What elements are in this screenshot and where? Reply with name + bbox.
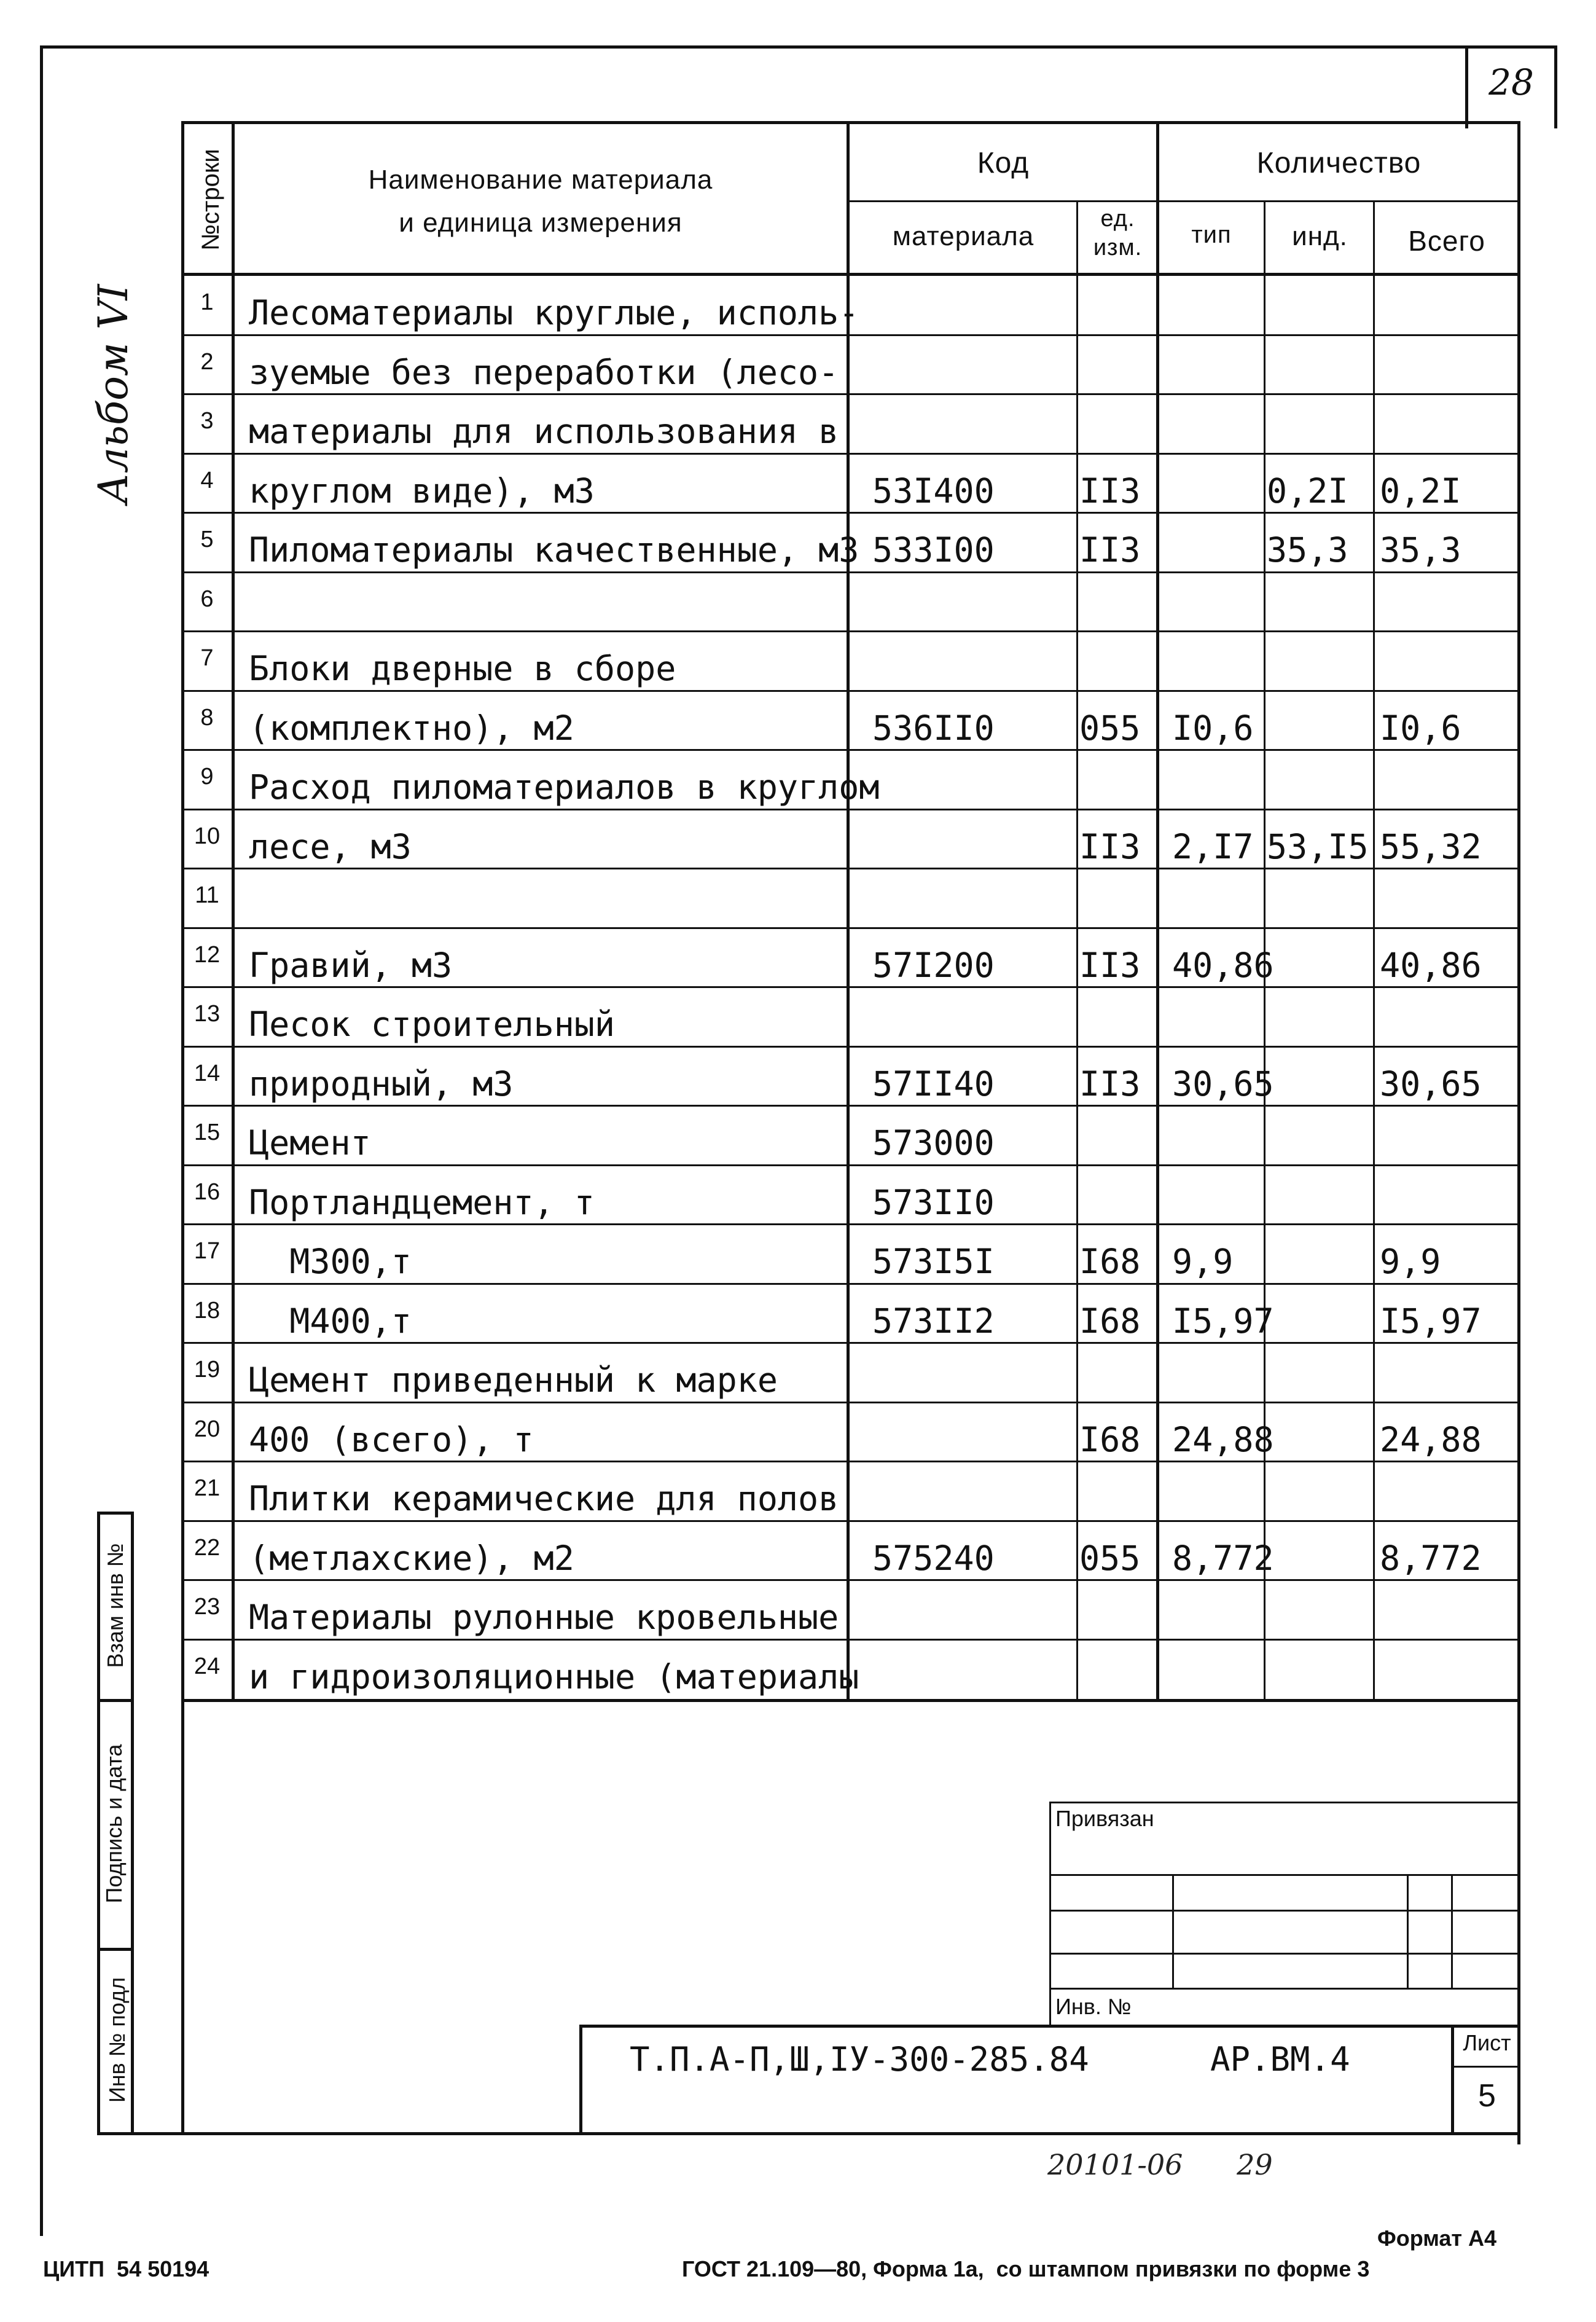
stamp-vline-2 (1407, 1874, 1409, 1988)
side-label-vzam: Взам инв № (103, 1543, 128, 1668)
row-name: материалы для использования в (249, 412, 839, 451)
cell-type: 40,86 (1172, 945, 1274, 985)
row-name: Гравий, м3 (249, 945, 453, 985)
cell-total: 24,88 (1380, 1419, 1482, 1459)
row-number: 2 (200, 348, 214, 375)
row-name: Пиломатериалы качественные, м3 (249, 530, 859, 570)
cell-unit: 055 (1079, 708, 1141, 748)
row-separator (181, 512, 1520, 514)
row-separator (181, 809, 1520, 810)
row-separator (181, 1283, 1520, 1285)
row-separator (181, 868, 1520, 869)
stamp-sheet-label: Лист (1463, 2030, 1511, 2055)
row-separator (181, 986, 1520, 988)
row-separator (181, 1164, 1520, 1166)
header-total: Всего (1408, 225, 1485, 257)
col-line-num (232, 121, 235, 1700)
cell-unit: 055 (1079, 1538, 1141, 1578)
table-top (181, 121, 1520, 124)
row-name: Портландцемент, т (249, 1182, 595, 1222)
header-unit-2: изм. (1093, 235, 1143, 261)
row-number: 11 (195, 882, 219, 908)
row-name: лесе, м3 (249, 826, 412, 866)
stamp-privyazan-top (1049, 1802, 1520, 1803)
cell-ind: 35,3 (1267, 530, 1348, 570)
row-number: 15 (194, 1120, 221, 1145)
stamp-line-4 (1049, 1988, 1520, 1990)
row-name: (метлахские), м2 (249, 1538, 574, 1578)
header-name-1: Наименование материала (368, 165, 713, 195)
stamp-doc-code: Т.П.А-П,Ш,IУ-300-285.84 (630, 2040, 1089, 2079)
row-separator (181, 749, 1520, 751)
frame-left (40, 45, 43, 2236)
header-code: Код (977, 147, 1030, 179)
cell-unit: II3 (1079, 530, 1141, 570)
cell-type: 2,I7 (1172, 826, 1254, 866)
footer-left: ЦИТП 54 50194 (43, 2256, 209, 2281)
row-number: 12 (194, 941, 221, 968)
cell-unit: II3 (1079, 471, 1141, 511)
row-number: 20 (194, 1416, 221, 1442)
cell-total: 55,32 (1380, 826, 1482, 866)
stamp-sheet-left (1451, 2025, 1454, 2135)
col-line-ind (1373, 200, 1375, 1700)
row-number: 17 (194, 1238, 221, 1264)
stamp-sheet-mid (1451, 2066, 1520, 2068)
cell-ind: 53,I5 (1267, 826, 1369, 866)
row-name: Материалы рулонные кровельные (249, 1598, 839, 1637)
header-row-no: №строки (197, 149, 224, 251)
cell-unit: II3 (1079, 1064, 1141, 1104)
row-name: природный, м3 (249, 1064, 514, 1104)
col-line-qty (1156, 121, 1159, 1700)
col-line-unit (1076, 200, 1078, 1700)
row-separator (181, 1223, 1520, 1225)
row-name: М400,т (249, 1301, 412, 1341)
cell-total: 30,65 (1380, 1064, 1482, 1104)
header-mid-line (847, 200, 1520, 202)
row-separator (181, 1402, 1520, 1403)
table-bottom (181, 1699, 1520, 1702)
row-name: и гидроизоляционные (материалы (249, 1657, 859, 1696)
cell-type: 8,772 (1172, 1538, 1274, 1578)
cell-total: 35,3 (1380, 530, 1461, 570)
cell-ind: 0,2I (1267, 471, 1348, 511)
cell-type: 30,65 (1172, 1064, 1274, 1104)
row-number: 24 (194, 1653, 221, 1679)
cell-unit: II3 (1079, 945, 1141, 985)
cell-type: 24,88 (1172, 1419, 1274, 1459)
page-number-box-right (1554, 45, 1557, 128)
stamp-privyazan-label: Привязан (1055, 1806, 1154, 1831)
row-separator (181, 1579, 1520, 1581)
cell-total: 0,2I (1380, 471, 1461, 511)
cell-type: 9,9 (1172, 1242, 1234, 1281)
header-qty: Количество (1256, 147, 1422, 179)
row-separator (181, 1046, 1520, 1048)
row-number: 18 (194, 1297, 221, 1324)
cell-code: 57I200 (872, 945, 995, 985)
row-name: (комплектно), м2 (249, 708, 574, 748)
header-ind: инд. (1292, 221, 1348, 251)
stamp-line-3 (1049, 1953, 1520, 1955)
col-line-right (1517, 121, 1520, 1700)
cell-code: 575240 (872, 1538, 995, 1578)
stamp-vline-1 (1172, 1874, 1174, 1988)
row-separator (181, 571, 1520, 573)
stamp-sheet-number: 5 (1478, 2078, 1496, 2114)
row-number: 23 (194, 1594, 221, 1620)
row-separator (181, 927, 1520, 929)
row-name: Расход пиломатериалов в круглом (249, 767, 880, 807)
row-number: 14 (194, 1060, 221, 1086)
stamp-mark: АР.ВМ.4 (1210, 2040, 1350, 2079)
row-separator (181, 1461, 1520, 1462)
header-unit-1: ед. (1100, 206, 1135, 232)
row-number: 10 (194, 823, 221, 849)
cell-total: 9,9 (1380, 1242, 1441, 1281)
side-bottom (97, 2132, 183, 2135)
handwritten-note: 20101-06 29 (1047, 2148, 1273, 2181)
row-number: 13 (194, 1001, 221, 1027)
row-number: 22 (194, 1534, 221, 1561)
row-name: Песок строительный (249, 1005, 616, 1044)
row-name: круглом виде), м3 (249, 471, 595, 511)
row-separator (181, 334, 1520, 336)
album-label: Альбом VI (90, 284, 137, 504)
stamp-main-top (579, 2025, 1520, 2028)
footer-gost: ГОСТ 21.109—80, Форма 1а, со штампом привязки по форме 3 (682, 2256, 1370, 2281)
row-number: 19 (194, 1357, 221, 1383)
side-label-podpis: Подпись и дата (101, 1744, 127, 1904)
cell-total: I5,97 (1380, 1301, 1482, 1341)
side-label-inv-podl: Инв № подл (104, 1977, 130, 2103)
row-separator (181, 1105, 1520, 1107)
cell-code: 573II2 (872, 1301, 995, 1341)
cell-total: I0,6 (1380, 708, 1461, 748)
stamp-privyazan-left (1049, 1802, 1051, 2026)
header-type: тип (1191, 221, 1232, 248)
row-separator (181, 1639, 1520, 1641)
row-number: 6 (200, 586, 214, 612)
cell-code: 536II0 (872, 708, 995, 748)
row-name: Лесоматериалы круглые, исполь- (249, 293, 859, 332)
row-name: Плитки керамические для полов (249, 1479, 839, 1518)
header-name-2: и единица измерения (399, 208, 683, 238)
row-name: Цемент (249, 1123, 371, 1163)
header-material: материала (892, 221, 1035, 251)
col-line-left (181, 121, 184, 2133)
frame-top (40, 45, 1557, 49)
page-number: 28 (1488, 61, 1534, 103)
cell-unit: I68 (1079, 1301, 1141, 1341)
row-separator (181, 393, 1520, 395)
page-number-box-left (1465, 45, 1468, 128)
row-number: 3 (200, 408, 214, 434)
row-name: М300,т (249, 1242, 412, 1281)
cell-code: 573I5I (872, 1242, 995, 1281)
row-name: Блоки дверные в сборе (249, 649, 676, 688)
row-number: 21 (194, 1475, 221, 1501)
cell-code: 533I00 (872, 530, 995, 570)
row-separator (181, 630, 1520, 632)
stamp-main-bottom (181, 2132, 1520, 2135)
stamp-line-1 (1049, 1874, 1520, 1876)
col-line-code (847, 121, 850, 1700)
footer-format: Формат А4 (1377, 2226, 1497, 2251)
row-separator (181, 1520, 1520, 1522)
cell-unit: I68 (1079, 1419, 1141, 1459)
row-name: Цемент приведенный к марке (249, 1360, 778, 1400)
cell-total: 40,86 (1380, 945, 1482, 985)
row-number: 7 (200, 645, 214, 671)
cell-code: 573000 (872, 1123, 995, 1163)
row-number: 1 (200, 289, 214, 315)
stamp-vline-3 (1451, 1874, 1453, 1988)
row-name: 400 (всего), т (249, 1419, 534, 1459)
cell-unit: I68 (1079, 1242, 1141, 1281)
row-number: 5 (200, 527, 214, 552)
cell-code: 53I400 (872, 471, 995, 511)
row-number: 8 (200, 704, 214, 731)
stamp-main-left (579, 2025, 582, 2135)
row-separator (181, 690, 1520, 692)
cell-code: 57II40 (872, 1064, 995, 1104)
row-number: 9 (200, 764, 214, 790)
row-separator (181, 1342, 1520, 1344)
cell-code: 573II0 (872, 1182, 995, 1222)
cell-type: I5,97 (1172, 1301, 1274, 1341)
row-separator (181, 453, 1520, 455)
cell-type: I0,6 (1172, 708, 1254, 748)
cell-total: 8,772 (1380, 1538, 1482, 1578)
cell-unit: II3 (1079, 826, 1141, 866)
stamp-line-2 (1049, 1910, 1520, 1912)
header-bottom (181, 273, 1520, 276)
row-number: 16 (194, 1179, 221, 1205)
stamp-inv-label: Инв. № (1055, 1994, 1132, 2019)
row-name: зуемые без переработки (лесо- (249, 352, 839, 392)
row-number: 4 (200, 467, 214, 493)
